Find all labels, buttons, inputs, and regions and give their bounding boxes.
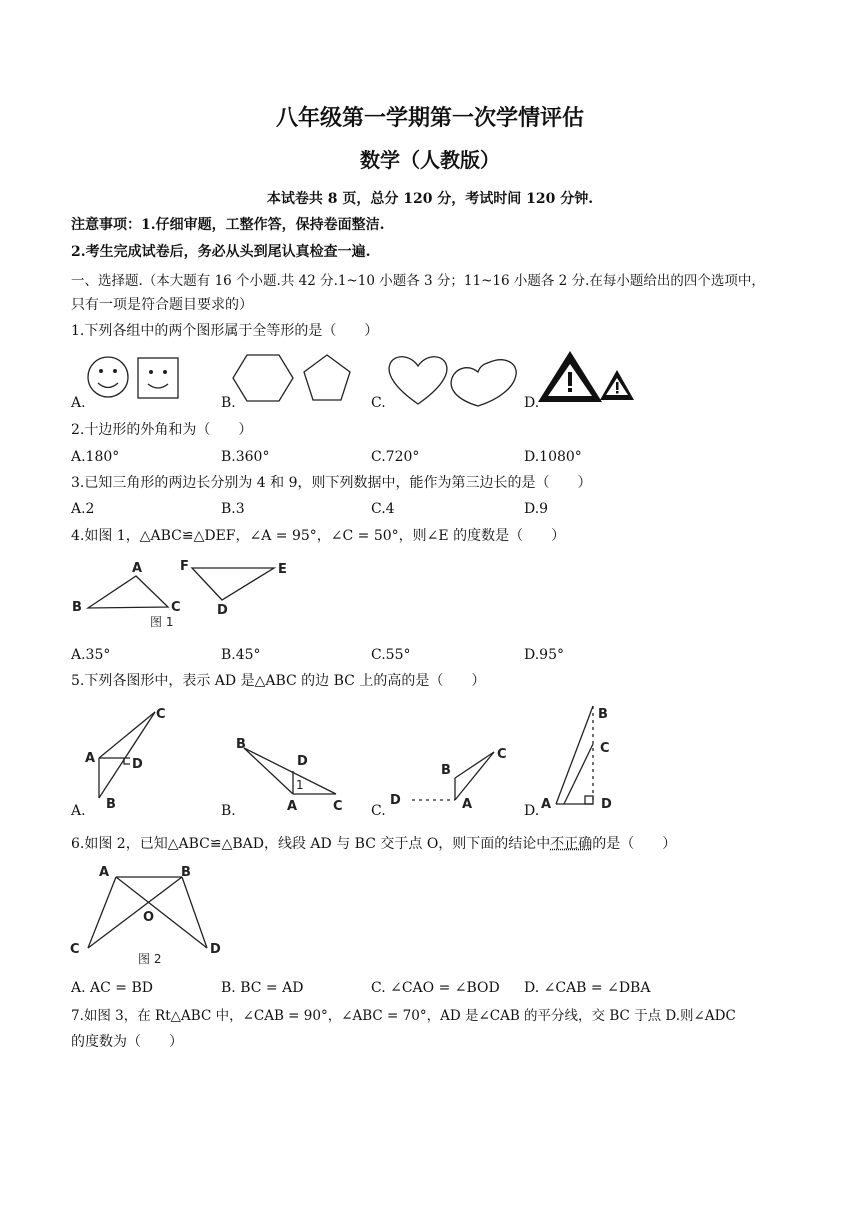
section-heading-line1: 一、选择题.（本大题有 16 个小题.共 42 分.1~10 小题各 3 分；11~16 小题各 2 分.在每小题给出的四个选项中， [71, 273, 765, 289]
page-title: 八年级第一学期第一次学情评估 [275, 105, 584, 131]
q7-stem-line2: 的度数为（ ） [71, 1034, 183, 1050]
q4-option-b: B.45° [221, 647, 261, 663]
page-subtitle: 数学（人教版） [360, 148, 500, 172]
svg-text:D: D [297, 754, 308, 769]
q6-option-b: B. BC = AD [221, 980, 304, 996]
q5-option-c: C. [371, 803, 386, 819]
q5-stem: 5.下列各图形中，表示 AD 是△ABC 的边 BC 上的高的是（ ） [71, 673, 486, 689]
q4-option-a: A.35° [71, 647, 111, 663]
q2-option-a: A.180° [71, 449, 120, 465]
q6-option-d: D. ∠CAB = ∠DBA [524, 980, 651, 996]
svg-text:C: C [600, 741, 610, 756]
q4-label-f: F [180, 559, 189, 574]
q4-label-c: C [171, 600, 181, 615]
q2-option-d: D.1080° [524, 449, 582, 465]
q5-option-b: B. [221, 803, 236, 819]
svg-text:C: C [497, 747, 507, 762]
notice-1: 注意事项：1.仔细审题，工整作答，保持卷面整洁. [71, 217, 385, 233]
q6-option-c: C. ∠CAO = ∠BOD [371, 980, 500, 996]
svg-text:1: 1 [296, 778, 304, 792]
svg-text:B: B [598, 707, 608, 722]
notice-2: 2.考生完成试卷后，务必从头到尾认真检查一遍. [71, 244, 371, 260]
svg-text:A: A [85, 751, 96, 766]
q4-figure-caption: 图 1 [150, 615, 174, 629]
svg-text:C: C [333, 799, 343, 814]
q2-option-b: B.360° [221, 449, 270, 465]
q4-label-a: A [132, 561, 143, 576]
svg-text:A: A [541, 797, 552, 812]
svg-text:C: C [156, 707, 166, 722]
svg-text:B: B [441, 763, 451, 778]
q6-stem-emphasis: 不正确 [550, 836, 593, 852]
svg-text:D: D [132, 757, 143, 772]
q1-option-d: D. [524, 395, 540, 411]
q3-stem: 3.已知三角形的两边长分别为 4 和 9，则下列数据中，能作为第三边长的是（ ） [71, 475, 592, 491]
svg-text:D: D [390, 793, 401, 808]
exam-info: 本试卷共 8 页，总分 120 分，考试时间 120 分钟. [266, 191, 594, 207]
svg-text:B: B [181, 865, 191, 880]
q1-stem: 1.下列各组中的两个图形属于全等形的是（ ） [71, 323, 379, 339]
q4-stem: 4.如图 1，△ABC≌△DEF，∠A = 95°，∠C = 50°，则∠E 的度数是（ ） [71, 528, 566, 544]
q2-option-c: C.720° [371, 449, 420, 465]
svg-text:A: A [287, 799, 298, 814]
q5-option-d: D. [524, 803, 540, 819]
svg-text:B: B [236, 737, 246, 752]
q6-stem-part2: 的是（ ） [592, 836, 677, 852]
svg-text:A: A [462, 797, 473, 812]
q4-label-b: B [72, 600, 82, 615]
q4-option-c: C.55° [371, 647, 411, 663]
q6-stem-part1: 6.如图 2，已知△ABC≌△BAD，线段 AD 与 BC 交于点 O，则下面的结论中 [71, 836, 551, 852]
svg-text:C: C [70, 942, 80, 957]
svg-text:O: O [143, 910, 155, 925]
q3-option-b: B.3 [221, 501, 245, 517]
svg-text:D: D [210, 942, 221, 957]
svg-text:B: B [106, 797, 116, 812]
q4-label-e: E [278, 562, 287, 577]
section-heading-line2: 只有一项是符合题目要求的） [71, 297, 253, 313]
q6-option-a: A. AC = BD [71, 980, 153, 996]
q3-option-d: D.9 [524, 501, 549, 517]
q1-option-c: C. [371, 395, 386, 411]
q2-stem: 2.十边形的外角和为（ ） [71, 422, 253, 438]
q1-option-b: B. [221, 395, 236, 411]
q3-option-a: A.2 [71, 501, 95, 517]
q4-label-d: D [217, 603, 228, 618]
q7-stem-line1: 7.如图 3，在 Rt△ABC 中，∠CAB = 90°，∠ABC = 70°，AD 是∠CAB 的平分线，交 BC 于点 D.则∠ADC [71, 1008, 736, 1024]
svg-text:D: D [601, 797, 612, 812]
q4-option-d: D.95° [524, 647, 564, 663]
q3-option-c: C.4 [371, 501, 395, 517]
q1-option-a: A. [71, 395, 86, 411]
svg-text:图 2: 图 2 [138, 952, 162, 966]
q5-option-a: A. [71, 803, 86, 819]
svg-text:A: A [99, 865, 110, 880]
